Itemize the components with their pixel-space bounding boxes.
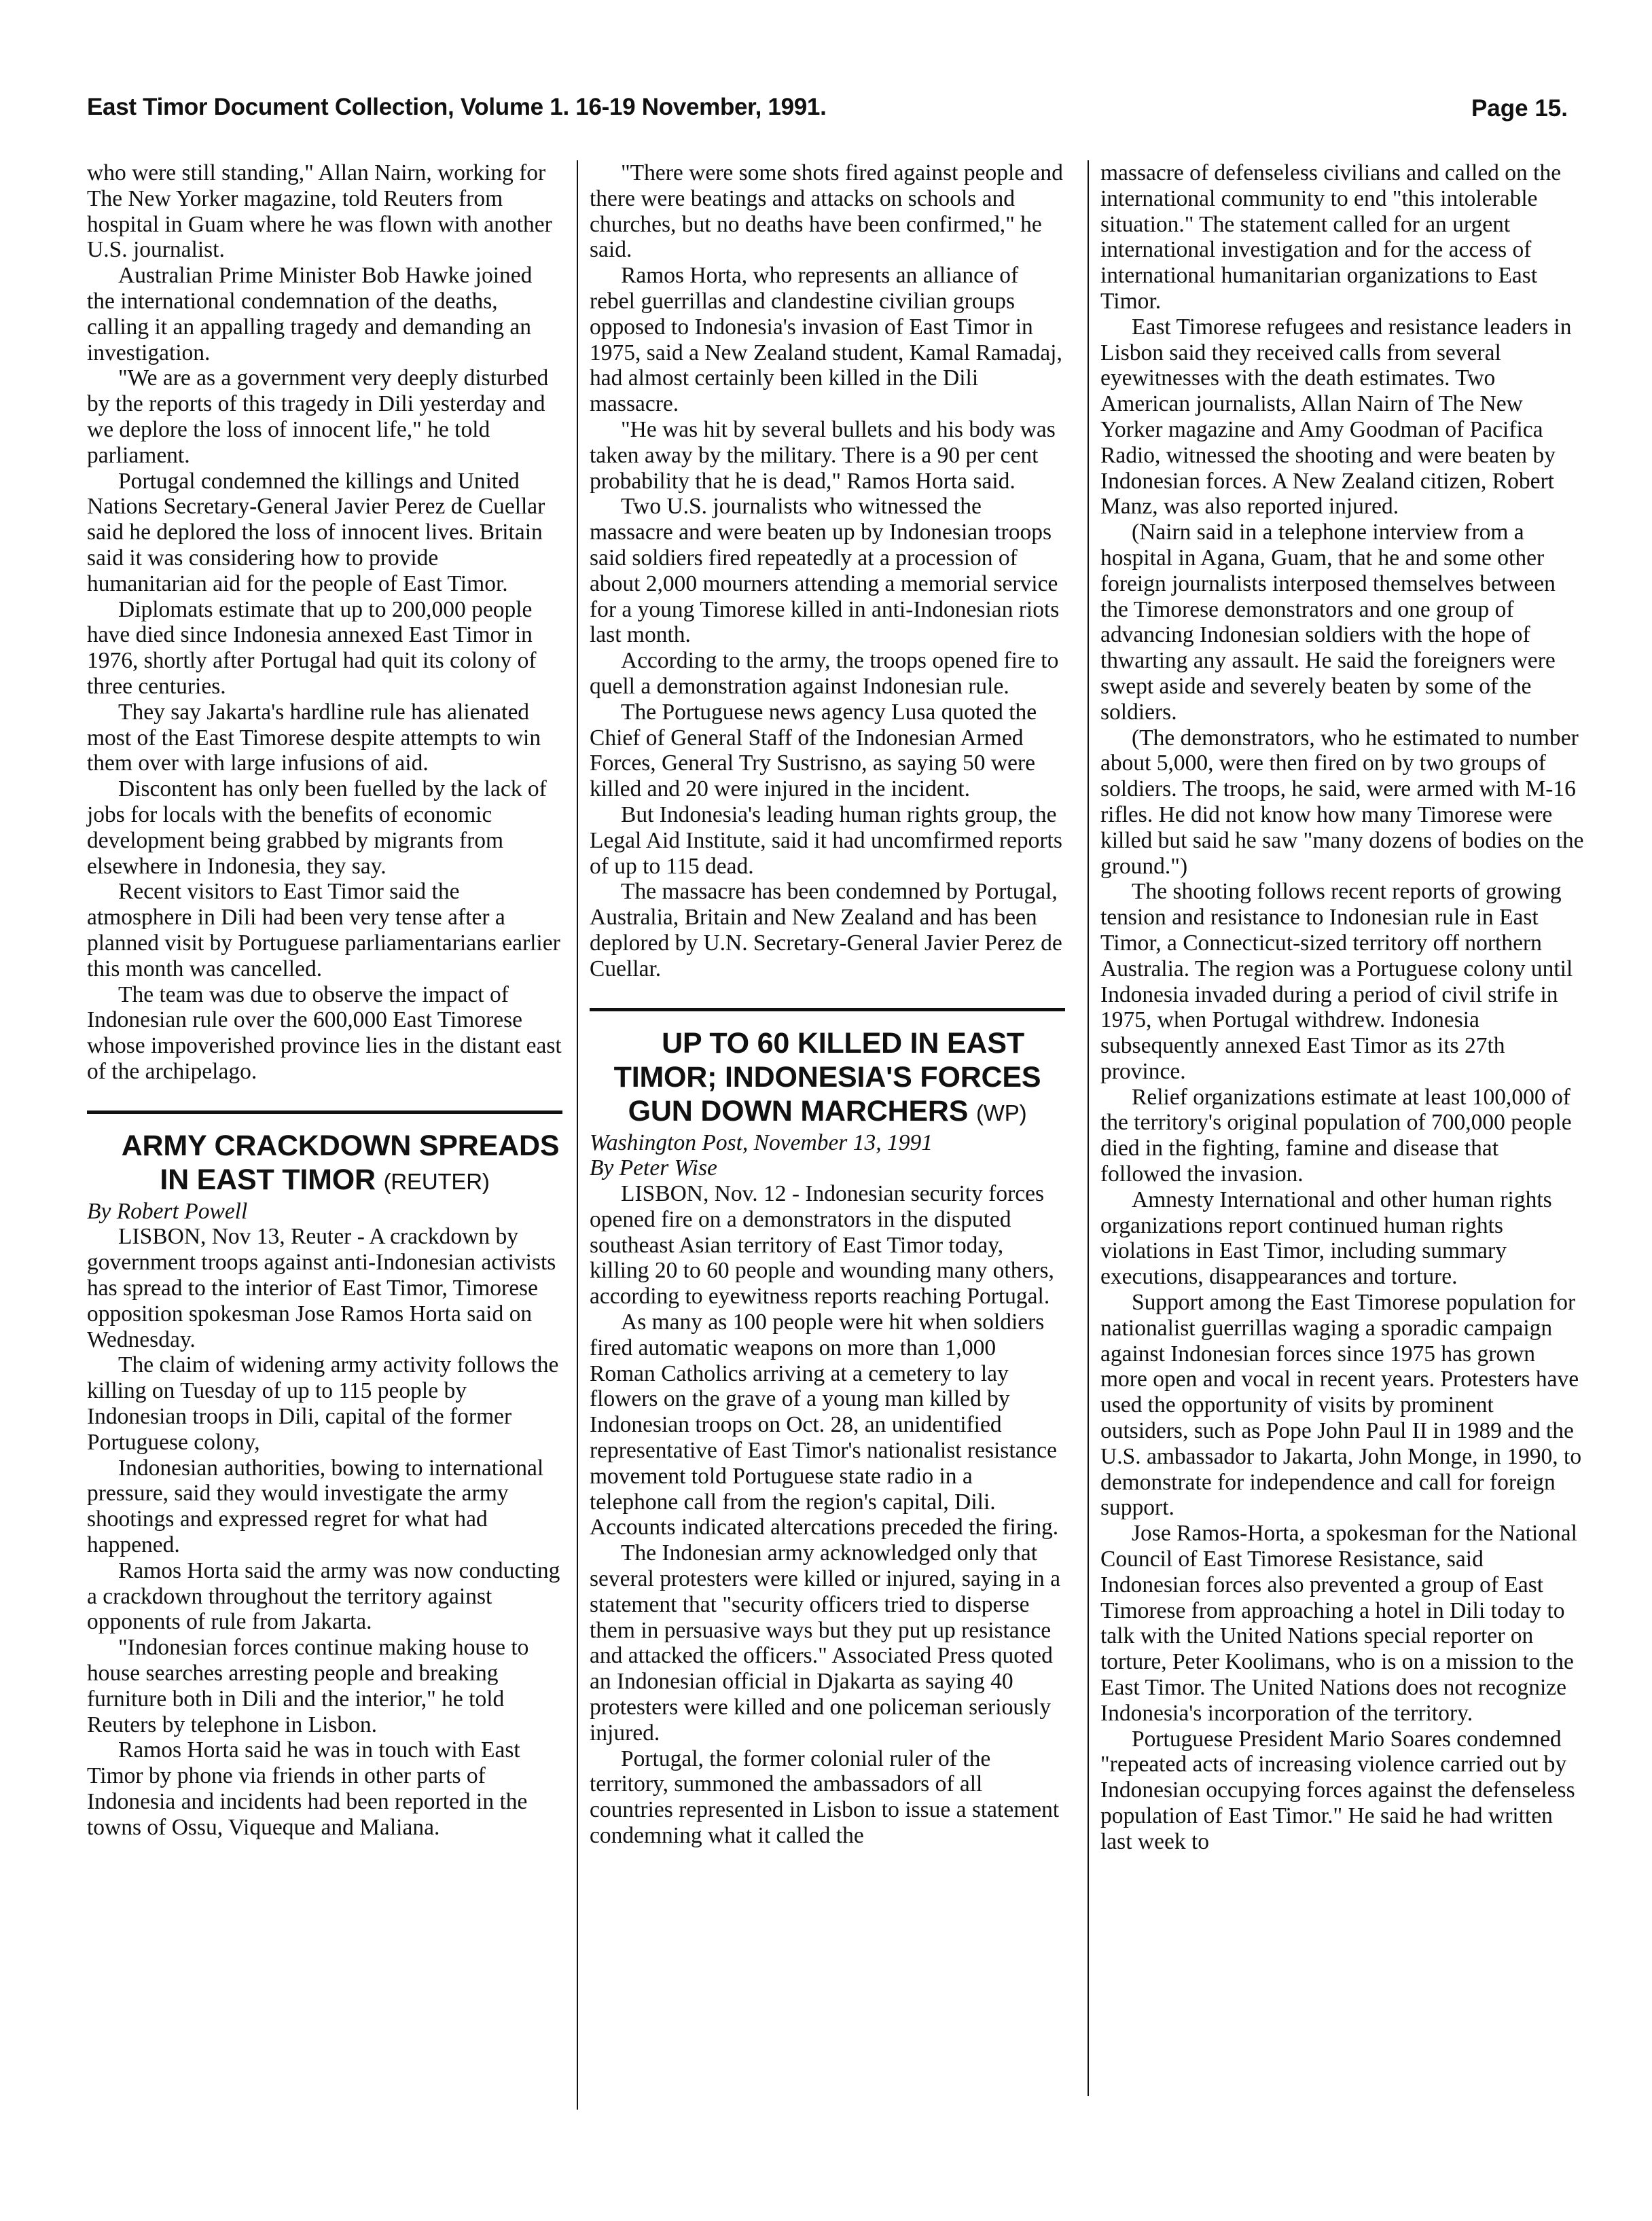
- paragraph: Australian Prime Minister Bob Hawke joined the international condemnation of the deaths, calling it an appalling tragedy and demanding an investigation.: [87, 263, 533, 365]
- paragraph: massacre of defenseless civilians and called on the international community to end "this intolerable situation." The statement called for an urgent international investigation and for the access of international humanitarian organizations to East Timor.: [1100, 160, 1562, 314]
- paragraph: But Indonesia's leading human rights group, the Legal Aid Institute, said it had uncomfirmed reports of up to 115 dead.: [590, 801, 1062, 879]
- paragraph: Amnesty International and other human rights organizations report continued human rights violations in East Timor, including summary executions, disappearances and torture.: [1100, 1187, 1552, 1290]
- paragraph: Two U.S. journalists who witnessed the massacre and were beaten up by Indonesian troops said soldiers fired repeatedly at a procession of about 2,000 mourners attending a memorial service for a young Timorese killed in anti-Indonesian riots last month.: [590, 494, 1060, 648]
- paragraph: Jose Ramos-Horta, a spokesman for the National Council of East Timorese Resistance, said Indonesian forces also prevented a group of East Timorese from approaching a hotel in Dili today to talk with the United Nations special reporter on torture, Peter Koolimans, who is on a mission to the East Timor. The United Nations does not recognize Indonesia's incorporation of the territory.: [1100, 1521, 1577, 1726]
- paragraph: Ramos Horta, who represents an alliance of rebel guerrillas and clandestine civilian groups opposed to Indonesia's invasion of East Timor in 1975, said a New Zealand student, Kamal Ramadaj, had almost certainly been killed in the Dili massacre.: [590, 263, 1062, 417]
- paragraph: The shooting follows recent reports of growing tension and resistance to Indonesian rule in East Timor, a Connecticut-sized territory off northern Australia. The region was a Portuguese colony until Indonesia invaded during a period of civil strife in 1975, when Portugal withdrew. Indonesia subsequently annexed East Timor as its 27th province.: [1100, 879, 1573, 1084]
- paragraph: Portugal condemned the killings and United Nations Secretary-General Javier Perez de Cuellar said he deplored the loss of innocent lives. Britain said it was considering how to provide humanitarian aid for the people of East Timor.: [87, 468, 545, 596]
- column-divider: [1088, 160, 1089, 2096]
- paragraph: As many as 100 people were hit when soldiers fired automatic weapons on more than 1,000 Roman Catholics arriving at a cemetery to lay flowers on the grave of a young man killed by Indonesian troops on Oct. 28, an unidentified representative of East Timor's nationalist resistance movement told Portuguese state radio in a telephone call from the region's capital, Dili. Accounts indicated altercations preceded the firing.: [590, 1310, 1059, 1540]
- paragraph: According to the army, the troops opened fire to quell a demonstration against Indonesian rule.: [590, 648, 1059, 699]
- paragraph: The Indonesian army acknowledged only that several protesters were killed or injured, saying in a statement that "security officers tried to disperse them in persuasive ways but they put up resistance and attacked the officers." Associated Press quoted an Indonesian official in Djakarta as saying 40 protesters were killed and one policeman seriously injured.: [590, 1540, 1061, 1746]
- page-number: Page 15.: [1471, 95, 1568, 122]
- paragraph: The massacre has been condemned by Portugal, Australia, Britain and New Zealand and has been deplored by U.N. Secretary-General Javier Perez de Cuellar.: [590, 879, 1062, 981]
- headline-source: (WP): [976, 1100, 1027, 1125]
- article-headline: [590, 1026, 1065, 1130]
- paragraph: Diplomats estimate that up to 200,000 people have died since Indonesia annexed East Timor in 1976, shortly after Portugal had quit its colony of three centuries.: [87, 596, 537, 699]
- page-header: [87, 94, 1568, 132]
- paragraph: Discontent has only been fuelled by the lack of jobs for locals with the benefits of economic development being grabbed by migrants from elsewhere in Indonesia, they say.: [87, 776, 547, 879]
- paragraph: Support among the East Timorese population for nationalist guerrillas waging a sporadic campaign against Indonesian forces since 1975 has grown more open and vocal in recent years. Protesters have used the opportunity of visits by prominent outsiders, such as Pope John Paul II in 1989 and the U.S. ambassador to Jakarta, John Monge, in 1990, to demonstrate for independence and call for foreign support.: [1100, 1290, 1582, 1521]
- headline-text: ARMY CRACKDOWN SPREADS IN EAST TIMOR: [121, 1129, 560, 1196]
- paragraph: Portugal, the former colonial ruler of the territory, summoned the ambassadors of all countries represented in Lisbon to issue a statement condemning what it called the: [590, 1746, 1060, 1849]
- article-divider: [590, 1008, 1065, 1011]
- column-2: [590, 160, 1065, 1849]
- dateline: Washington Post, November 13, 1991: [590, 1130, 933, 1155]
- paragraph: Ramos Horta said he was in touch with East Timor by phone via friends in other parts of Indonesia and incidents had been reported in the towns of Ossu, Viqueque and Maliana.: [87, 1737, 528, 1840]
- byline: By Robert Powell: [87, 1198, 248, 1224]
- paragraph: East Timorese refugees and resistance leaders in Lisbon said they received calls from several eyewitnesses with the death estimates. Two American journalists, Allan Nairn of The New Yorker magazine and Amy Goodman of Pacifica Radio, witnessed the shooting and were beaten by Indonesian forces. A New Zealand citizen, Robert Manz, was also reported injured.: [1100, 314, 1572, 520]
- paragraph: "He was hit by several bullets and his body was taken away by the military. There is a 90 per cent probability that he is dead," Ramos Horta said.: [590, 416, 1056, 494]
- column-1: [87, 160, 562, 1841]
- paragraph: Indonesian authorities, bowing to international pressure, said they would investigate the army shootings and expressed regret for what had happened.: [87, 1455, 544, 1558]
- headline-source: (REUTER): [383, 1168, 490, 1194]
- paragraph: "We are as a government very deeply disturbed by the reports of this tragedy in Dili yesterday and we deplore the loss of innocent life," he told parliament.: [87, 365, 549, 468]
- headline-text: UP TO 60 KILLED IN EAST TIMOR; INDONESIA'S FORCES GUN DOWN MARCHERS: [613, 1026, 1041, 1127]
- paragraph: They say Jakarta's hardline rule has alienated most of the East Timorese despite attempts to win them over with large infusions of aid.: [87, 699, 541, 776]
- paragraph: who were still standing," Allan Nairn, working for The New Yorker magazine, told Reuters from hospital in Guam where he was flown with another U.S. journalist.: [87, 160, 552, 263]
- collection-title: East Timor Document Collection, Volume 1. 16-19 November, 1991.: [87, 94, 827, 120]
- paragraph: (Nairn said in a telephone interview from a hospital in Agana, Guam, that he and some other foreign journalists interposed themselves between the Timorese demonstrators and one group of advancing Indonesian soldiers with the hope of thwarting any assault. He said the foreigners were swept aside and severely beaten by some of the soldiers.: [1100, 520, 1556, 725]
- paragraph: Ramos Horta said the army was now conducting a crackdown throughout the territory against opponents of rule from Jakarta.: [87, 1557, 560, 1635]
- paragraph: The Portuguese news agency Lusa quoted the Chief of General Staff of the Indonesian Armed Forces, General Try Sustrisno, as saying 50 were killed and 20 were injured in the incident.: [590, 699, 1037, 802]
- paragraph: Recent visitors to East Timor said the atmosphere in Dili had been very tense after a planned visit by Portuguese parliamentarians earlier this month was cancelled.: [87, 879, 560, 981]
- paragraph: "Indonesian forces continue making house to house searches arresting people and breaking furniture both in Dili and the interior," he told Reuters by telephone in Lisbon.: [87, 1635, 529, 1737]
- article-headline: [87, 1129, 562, 1199]
- article-divider: [87, 1110, 562, 1114]
- paragraph: Portuguese President Mario Soares condemned "repeated acts of increasing violence carried out by Indonesian occupying forces against the defenseless population of East Timor." He said he had written last week to: [1100, 1726, 1575, 1854]
- paragraph: (The demonstrators, who he estimated to number about 5,000, were then fired on by two groups of soldiers. The troops, he said, were armed with M-16 rifles. He did not know how many Timorese were killed but said he saw "many dozens of bodies on the ground."): [1100, 725, 1584, 879]
- column-divider: [577, 160, 578, 2110]
- paragraph: "There were some shots fired against people and there were beatings and attacks on schools and churches, but no deaths have been confirmed," he said.: [590, 160, 1063, 263]
- paragraph: LISBON, Nov. 12 - Indonesian security forces opened fire on a demonstrators in the disputed southeast Asian territory of East Timor today, killing 20 to 60 people and wounding many others, according to eyewitness reports reaching Portugal.: [590, 1181, 1054, 1310]
- byline: By Peter Wise: [590, 1155, 717, 1181]
- paragraph: Relief organizations estimate at least 100,000 of the territory's original population of 700,000 people died in the fighting, famine and disease that followed the invasion.: [1100, 1084, 1572, 1187]
- paragraph: LISBON, Nov 13, Reuter - A crackdown by government troops against anti-Indonesian activists has spread to the interior of East Timor, Timorese opposition spokesman Jose Ramos Horta said on Wednesday.: [87, 1224, 556, 1352]
- paragraph: The claim of widening army activity follows the killing on Tuesday of up to 115 people by Indonesian troops in Dili, capital of the former Portuguese colony,: [87, 1352, 559, 1455]
- paragraph: The team was due to observe the impact of Indonesian rule over the 600,000 East Timorese whose impoverished province lies in the distant east of the archipelago.: [87, 981, 562, 1084]
- column-3: [1100, 160, 1584, 1855]
